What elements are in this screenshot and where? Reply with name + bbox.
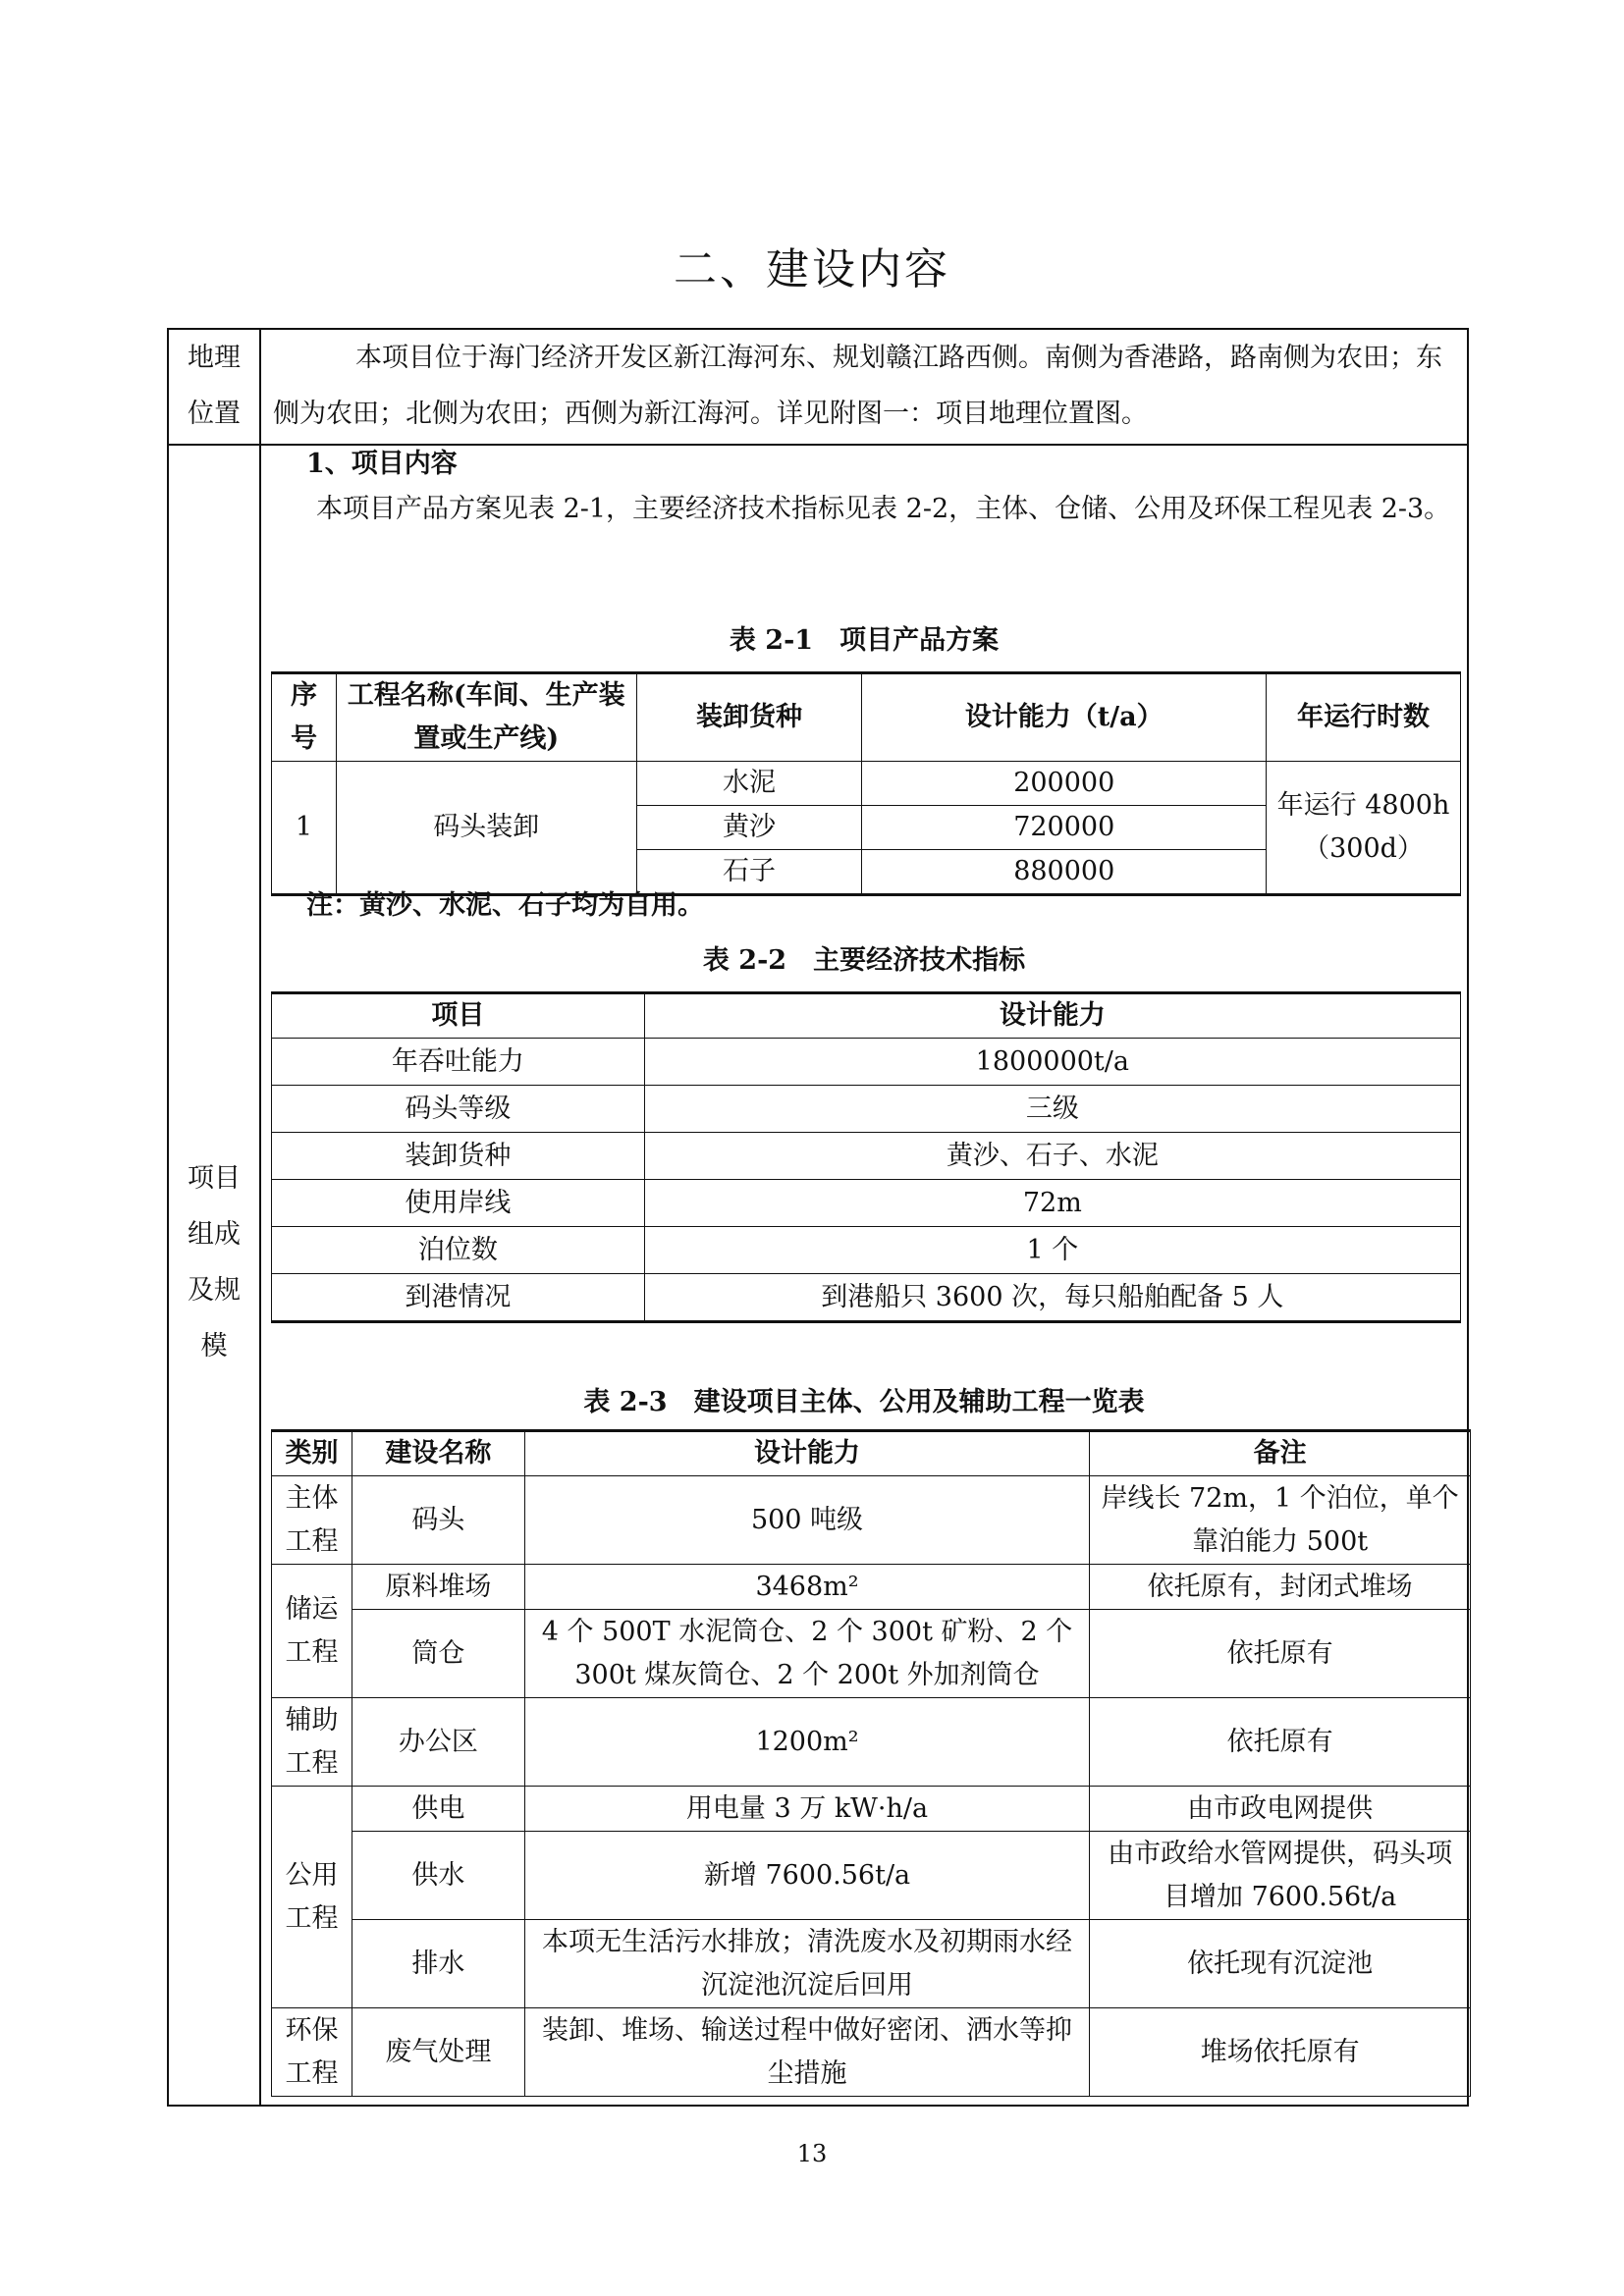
table1-header: 序号 xyxy=(272,673,337,762)
table-engineering-overview xyxy=(271,1429,1471,2097)
table3-category: 主体工程 xyxy=(272,1476,352,1565)
table2-value: 黄沙、石子、水泥 xyxy=(644,1133,1460,1180)
table2-item: 码头等级 xyxy=(272,1086,645,1133)
table3-name: 办公区 xyxy=(352,1698,524,1787)
geo-label-line: 地理 xyxy=(188,343,241,373)
composition-label-line: 及规 xyxy=(188,1275,241,1306)
table2-item: 使用岸线 xyxy=(272,1180,645,1227)
table3-capacity: 500 吨级 xyxy=(524,1476,1089,1565)
table3-category: 环保工程 xyxy=(272,2008,352,2097)
table3-name: 废气处理 xyxy=(352,2008,524,2097)
table1-capacity: 720000 xyxy=(862,806,1267,850)
table3-capacity: 3468m² xyxy=(524,1565,1089,1610)
table3-category: 储运工程 xyxy=(272,1565,352,1698)
table3-header: 备注 xyxy=(1090,1431,1471,1476)
table2-value: 三级 xyxy=(644,1086,1460,1133)
table3-capacity: 装卸、堆场、输送过程中做好密闭、洒水等抑尘措施 xyxy=(524,2008,1089,2097)
composition-label-line: 项目 xyxy=(188,1163,241,1194)
table2-item: 年吞吐能力 xyxy=(272,1039,645,1086)
table1-no: 1 xyxy=(272,762,337,895)
geo-label xyxy=(169,330,259,442)
table3-category: 辅助工程 xyxy=(272,1698,352,1787)
table1-hours: 年运行 4800h（300d） xyxy=(1267,762,1461,895)
table3-caption: 表 2-3 建设项目主体、公用及辅助工程一览表 xyxy=(583,1387,1145,1417)
geo-label-line: 位置 xyxy=(188,399,241,429)
table1-header: 年运行时数 xyxy=(1267,673,1461,762)
table3-note: 由市政给水管网提供，码头项目增加 7600.56t/a xyxy=(1090,1832,1471,1920)
table3-category: 公用工程 xyxy=(272,1787,352,2008)
construction-content-table xyxy=(167,328,1469,2107)
table3-name: 码头 xyxy=(352,1476,524,1565)
table2-value: 1 个 xyxy=(644,1227,1460,1274)
table3-capacity: 1200m² xyxy=(524,1698,1089,1787)
table3-note: 依托现有沉淀池 xyxy=(1090,1920,1471,2008)
table1-header: 工程名称(车间、生产装置或生产线) xyxy=(336,673,636,762)
table3-note: 堆场依托原有 xyxy=(1090,2008,1471,2097)
table3-capacity: 4 个 500T 水泥筒仓、2 个 300t 矿粉、2 个 300t 煤灰筒仓、2 个 200t 外加剂筒仓 xyxy=(524,1610,1089,1698)
table2-item: 装卸货种 xyxy=(272,1133,645,1180)
table1-cargo: 黄沙 xyxy=(636,806,862,850)
table3-name: 筒仓 xyxy=(352,1610,524,1698)
table2-value: 到港船只 3600 次，每只船舶配备 5 人 xyxy=(644,1274,1460,1322)
table3-capacity: 用电量 3 万 kW·h/a xyxy=(524,1787,1089,1832)
intro-paragraph: 本项目产品方案见表 2-1，主要经济技术指标见表 2-2，主体、仓储、公用及环保工程见表 2-3。 xyxy=(316,494,1451,524)
page-title: 二、建设内容 xyxy=(674,244,950,294)
table3-capacity: 新增 7600.56t/a xyxy=(524,1832,1089,1920)
composition-label xyxy=(169,1150,259,1374)
table1-header: 装卸货种 xyxy=(636,673,862,762)
table2-header: 设计能力 xyxy=(644,993,1460,1039)
table-economic-indicators xyxy=(271,991,1461,1323)
table3-note: 岸线长 72m，1 个泊位，单个靠泊能力 500t xyxy=(1090,1476,1471,1565)
table2-value: 1800000t/a xyxy=(644,1039,1460,1086)
table1-note: 注：黄沙、水泥、石子均为自用。 xyxy=(306,890,704,921)
table2-value: 72m xyxy=(644,1180,1460,1227)
table1-cargo: 石子 xyxy=(636,850,862,895)
table-product-plan xyxy=(271,671,1461,896)
table1-capacity: 880000 xyxy=(862,850,1267,895)
geo-text: 本项目位于海门经济开发区新江海河东、规划赣江路西侧。南侧为香港路，路南侧为农田；东侧为农田；北侧为农田；西侧为新江海河。详见附图一：项目地理位置图。 xyxy=(273,343,1442,429)
table3-header: 建设名称 xyxy=(352,1431,524,1476)
table1-header: 设计能力（t/a） xyxy=(862,673,1267,762)
table2-item: 到港情况 xyxy=(272,1274,645,1322)
table2-caption: 表 2-2 主要经济技术指标 xyxy=(702,945,1026,976)
table1-name: 码头装卸 xyxy=(336,762,636,895)
composition-content xyxy=(261,446,1467,2105)
table2-item: 泊位数 xyxy=(272,1227,645,1274)
table3-note: 依托原有 xyxy=(1090,1698,1471,1787)
composition-label-line: 组成 xyxy=(188,1219,241,1250)
table1-cargo: 水泥 xyxy=(636,762,862,806)
table3-name: 供水 xyxy=(352,1832,524,1920)
table3-name: 排水 xyxy=(352,1920,524,2008)
table1-capacity: 200000 xyxy=(862,762,1267,806)
geo-description xyxy=(259,330,1467,444)
composition-label-line: 模 xyxy=(200,1331,228,1362)
page-number: 13 xyxy=(796,2140,828,2167)
table3-note: 由市政电网提供 xyxy=(1090,1787,1471,1832)
table3-capacity: 本项无生活污水排放；清洗废水及初期雨水经沉淀池沉淀后回用 xyxy=(524,1920,1089,2008)
table2-header: 项目 xyxy=(272,993,645,1039)
table3-name: 原料堆场 xyxy=(352,1565,524,1610)
section-heading: 1、项目内容 xyxy=(306,449,458,479)
table3-note: 依托原有 xyxy=(1090,1610,1471,1698)
table3-name: 供电 xyxy=(352,1787,524,1832)
table3-header: 设计能力 xyxy=(524,1431,1089,1476)
table3-note: 依托原有，封闭式堆场 xyxy=(1090,1565,1471,1610)
table3-header: 类别 xyxy=(272,1431,352,1476)
table1-caption: 表 2-1 项目产品方案 xyxy=(729,625,1000,656)
